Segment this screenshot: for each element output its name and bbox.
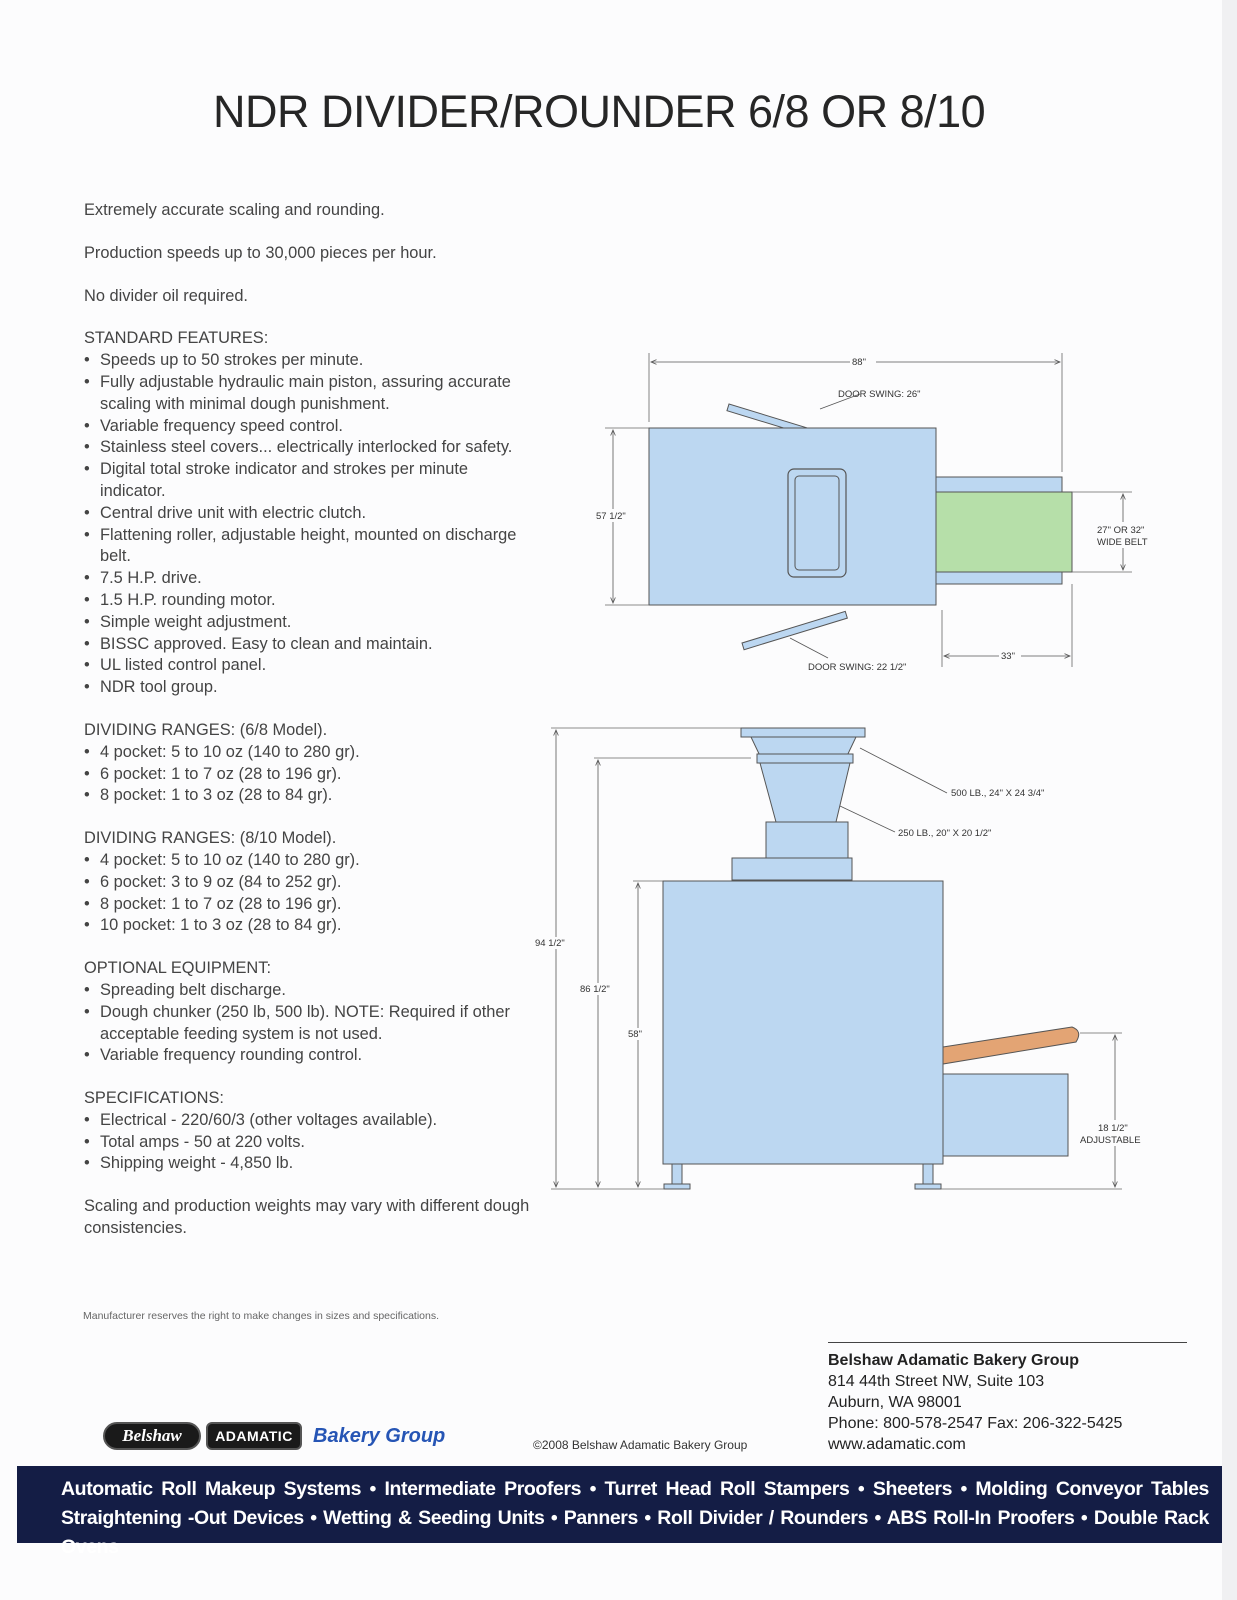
consistency-note: Scaling and production weights may vary with different dough consistencies. <box>84 1197 530 1238</box>
list-item: • 8 pocket: 1 to 3 oz (28 to 84 gr). <box>84 785 534 807</box>
list-item: • Simple weight adjustment. <box>84 612 534 634</box>
belshaw-logo: Belshaw <box>103 1422 201 1450</box>
contact-block <box>828 1350 1122 1455</box>
machine-body-side <box>663 881 943 1164</box>
hopper-small <box>760 763 850 822</box>
section-heading: OPTIONAL EQUIPMENT: <box>84 959 272 978</box>
hopper-lip <box>741 728 865 737</box>
brand-logos <box>103 1421 445 1451</box>
list-item: • 8 pocket: 1 to 7 oz (28 to 196 gr). <box>84 894 534 916</box>
list-item: • 7.5 H.P. drive. <box>84 568 534 590</box>
dim-body-height-label: 58" <box>628 1029 642 1040</box>
list-item: • Spreading belt discharge. <box>84 980 534 1002</box>
list-item: • Electrical - 220/60/3 (other voltages available). <box>84 1110 534 1132</box>
list-item: • NDR tool group. <box>84 677 534 699</box>
list-item: • BISSC approved. Easy to clean and maintain. <box>84 634 534 656</box>
hopper-top <box>788 469 846 577</box>
page-title: NDR DIVIDER/ROUNDER 6/8 OR 8/10 <box>213 86 986 137</box>
intro-line: No divider oil required. <box>84 286 248 305</box>
address-line: 814 44th Street NW, Suite 103 <box>828 1373 1045 1390</box>
disclaimer: Manufacturer reserves the right to make changes in sizes and specifications. <box>83 1310 440 1322</box>
door-swing-top-label: DOOR SWING: 26" <box>838 389 921 400</box>
contact-divider <box>828 1342 1187 1343</box>
section-heading: DIVIDING RANGES: (6/8 Model). <box>84 720 328 739</box>
list-item: • 4 pocket: 5 to 10 oz (140 to 280 gr). <box>84 742 534 764</box>
side-view <box>533 728 1150 1189</box>
dim-extension-label: 33" <box>1001 651 1015 662</box>
top-view <box>594 353 1157 673</box>
door-bottom <box>742 611 847 649</box>
phone-fax: Phone: 800-578-2547 Fax: 206-322-5425 <box>828 1415 1123 1432</box>
dim-total-height-label: 94 1/2" <box>535 938 565 949</box>
dim-width-label: 88" <box>852 357 866 368</box>
address-line: Auburn, WA 98001 <box>828 1394 962 1411</box>
section-heading: SPECIFICATIONS: <box>84 1089 224 1108</box>
dim-mid-height-label: 86 1/2" <box>580 984 610 995</box>
list-item: • Dough chunker (250 lb, 500 lb). NOTE: Required if other acceptable feeding system is not used. <box>84 1002 534 1046</box>
list-item: • 6 pocket: 3 to 9 oz (84 to 252 gr). <box>84 872 534 894</box>
list-item: • 6 pocket: 1 to 7 oz (28 to 196 gr). <box>84 764 534 786</box>
hopper-neck <box>766 822 848 858</box>
section-heading: DIVIDING RANGES: (8/10 Model). <box>84 829 337 848</box>
hopper-base <box>732 858 852 880</box>
list-item: • Variable frequency rounding control. <box>84 1045 534 1067</box>
list-item: • UL listed control panel. <box>84 655 534 677</box>
discharge-belt-top <box>936 492 1072 572</box>
discharge-belt-side <box>943 1027 1079 1064</box>
company-name: Belshaw Adamatic Bakery Group <box>828 1352 1080 1369</box>
discharge-housing <box>943 1074 1068 1156</box>
list-item: • Stainless steel covers... electrically interlocked for safety. <box>84 437 534 459</box>
list-item: • 4 pocket: 5 to 10 oz (140 to 280 gr). <box>84 850 534 872</box>
bakery-group-logo-text: Bakery Group <box>313 1424 446 1447</box>
list-item: • Central drive unit with electric clutch. <box>84 503 534 525</box>
list-item: • Fully adjustable hydraulic main piston, assuring accurate scaling with minimal dough punishment. <box>84 372 534 416</box>
list-item: • Variable frequency speed control. <box>84 416 534 438</box>
section-heading: STANDARD FEATURES: <box>84 329 269 348</box>
list-item: • 10 pocket: 1 to 3 oz (28 to 84 gr). <box>84 915 534 937</box>
adamatic-logo: ADAMATIC <box>206 1422 302 1450</box>
belt-width-label-2: WIDE BELT <box>1097 537 1148 548</box>
hopper-large-label: 500 LB., 24" X 24 3/4" <box>951 788 1045 799</box>
belt-width-label-1: 27" OR 32" <box>1097 525 1145 536</box>
list-item: • Flattening roller, adjustable height, mounted on discharge belt. <box>84 525 534 569</box>
list-item: • Total amps - 50 at 220 volts. <box>84 1132 534 1154</box>
product-banner: Automatic Roll Makeup Systems • Intermediate Proofers • Turret Head Roll Stampers • Sheeters • Molding Conveyor Tables Straightening -Out Devices • Wetting & Seeding Units • Panners • Roll Divider / Rounders • ABS Roll-In Proofers • Double Rack Ovens <box>17 1466 1222 1543</box>
intro-line: Production speeds up to 30,000 pieces per hour. <box>84 243 437 262</box>
discharge-height-label-1: 18 1/2" <box>1098 1123 1128 1134</box>
list-item: • 1.5 H.P. rounding motor. <box>84 590 534 612</box>
discharge-height-label-2: ADJUSTABLE <box>1080 1135 1141 1146</box>
list-item: • Speeds up to 50 strokes per minute. <box>84 350 534 372</box>
list-item: • Digital total stroke indicator and strokes per minute indicator. <box>84 459 534 503</box>
website-link[interactable]: www.adamatic.com <box>828 1436 966 1453</box>
intro-line: Extremely accurate scaling and rounding. <box>84 201 385 219</box>
list-item: • Shipping weight - 4,850 lb. <box>84 1153 534 1175</box>
dim-depth-label: 57 1/2" <box>596 511 626 522</box>
copyright: ©2008 Belshaw Adamatic Bakery Group <box>533 1438 748 1452</box>
hopper-small-label: 250 LB., 20" X 20 1/2" <box>898 828 992 839</box>
door-swing-bottom-label: DOOR SWING: 22 1/2" <box>808 662 907 673</box>
